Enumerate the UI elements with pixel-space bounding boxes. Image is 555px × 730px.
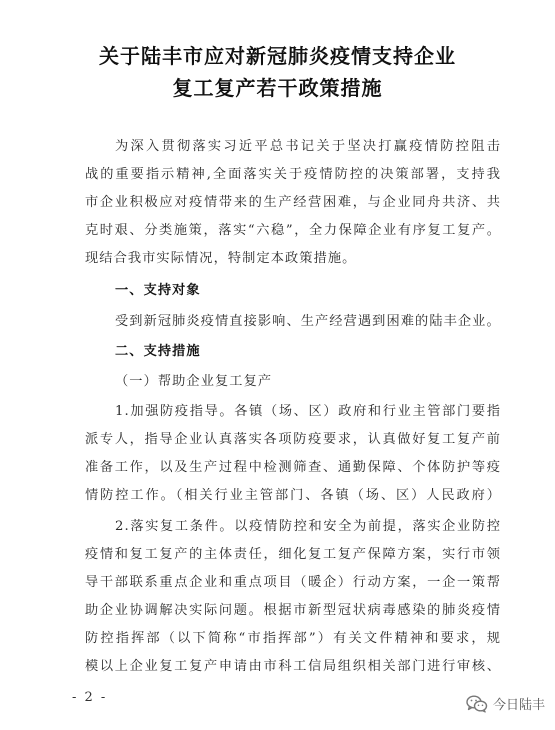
item-line: 准备工作，以及生产过程中检测筛查、通勤保障、个体防护等疫 [85,460,501,475]
item-line: 助企业协调解决实际问题。根据市新型冠状病毒感染的肺炎疫情 [85,603,501,618]
intro-line: 市企业积极应对疫情带来的生产经营困难，与企业同舟共济、共 [85,195,501,210]
section-heading: 二、支持措施 [115,344,201,359]
watermark-text: 今日陆丰 [492,698,545,713]
document-title-line-2: 复工复产若干政策措施 [172,76,383,100]
subsection-heading: （一）帮助企业复工复产 [115,374,273,389]
item-line: 导干部联系重点企业和重点项目（暖企）行动方案，一企一策帮 [85,575,501,590]
item-line: 疫情和复工复产的主体责任，细化复工复产保障方案，实行市领 [85,547,501,562]
item-line: 1.加强防疫指导。各镇（场、区）政府和行业主管部门要指 [115,404,501,419]
intro-line: 现结合我市实际情况，特制定本政策措施。 [85,251,357,266]
page-number: - 2 - [72,690,108,705]
item-line: 防控指挥部（以下简称“市指挥部”）有关文件精神和要求，规 [85,631,501,646]
item-line: 2.落实复工条件。以疫情防控和安全为前提，落实企业防控 [115,519,501,534]
item-line: 模以上企业复工复产申请由市科工信局组织相关部门进行审核、 [85,659,501,674]
section-heading: 一、支持对象 [115,283,201,298]
watermark [466,694,545,713]
section-text: 受到新冠肺炎疫情直接影响、生产经营遇到困难的陆丰企业。 [115,314,501,329]
document-title-line-1: 关于陆丰市应对新冠肺炎疫情支持企业 [99,44,456,68]
item-line: 情防控工作。（相关行业主管部门、各镇（场、区）人民政府） [85,488,501,503]
intro-line: 战的重要指示精神,全面落实关于疫情防控的决策部署，支持我 [85,167,501,182]
intro-line: 克时艰、分类施策，落实“六稳”，全力保障企业有序复工复产。 [85,223,501,238]
item-line: 派专人，指导企业认真落实各项防疫要求，认真做好复工复产前 [85,432,501,447]
wechat-icon [466,695,488,713]
intro-line: 为深入贯彻落实习近平总书记关于坚决打赢疫情防控阻击 [115,139,501,154]
